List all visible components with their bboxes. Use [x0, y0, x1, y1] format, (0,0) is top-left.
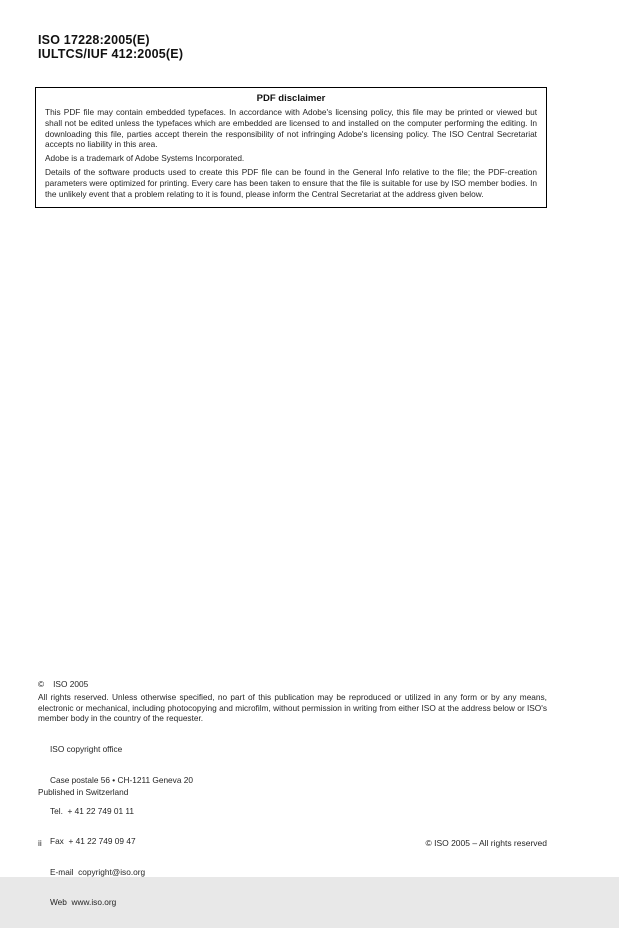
office-line-name: ISO copyright office	[50, 744, 123, 755]
office-line-email: E-mail copyright@iso.org	[50, 866, 146, 877]
published-in-switzerland: Published in Switzerland	[38, 787, 129, 797]
disclaimer-paragraph-1: This PDF file may contain embedded typefaces. In accordance with Adobe's licensing policy, this file may be printed or viewed but shall not be edited unless the typefaces which are embedded are licensed to and installed on the computer performing the editing. In downloading this file, parties accept therein the responsibility of not infringing Adobe's licensing policy. The ISO Central Secretariat accepts no liability in this area.	[45, 107, 537, 150]
office-line-address: Case postale 56 • CH-1211 Geneva 20	[50, 775, 193, 786]
page-number: ii	[38, 838, 42, 848]
office-line-web: Web www.iso.org	[50, 897, 117, 908]
rights-reserved-notice: All rights reserved. Unless otherwise specified, no part of this publication may be reproduced or utilized in any form or by any means, electronic or mechanical, including photocopying and microfilm, without permission in writing from either ISO at the address below or ISO's member body in the country of the requester.	[38, 692, 547, 724]
copyright-year: ISO 2005	[53, 679, 89, 689]
copyright-symbol: ©	[38, 679, 45, 689]
office-line-tel: Tel. + 41 22 749 01 11	[50, 805, 135, 816]
pdf-disclaimer-box	[35, 87, 547, 208]
copyright-year-line	[38, 679, 88, 690]
footer-copyright: © ISO 2005 – All rights reserved	[425, 838, 547, 848]
office-line-fax: Fax + 41 22 749 09 47	[50, 836, 136, 847]
page-footer	[38, 838, 547, 848]
iso-copyright-office-block	[50, 724, 193, 928]
disclaimer-paragraph-2: Adobe is a trademark of Adobe Systems Incorporated.	[45, 153, 245, 164]
disclaimer-title: PDF disclaimer	[256, 93, 326, 104]
doc-reference-iso: ISO 17228:2005(E)	[38, 33, 150, 47]
disclaimer-paragraph-3: Details of the software products used to create this PDF file can be found in the General Info relative to the file; the PDF-creation parameters were optimized for printing. Every care has been taken to ensure that the file is suitable for use by ISO member bodies. In the unlikely event that a problem relating to it is found, please inform the Central Secretariat at the address given below.	[45, 166, 537, 199]
doc-reference-iultcs: IULTCS/IUF 412:2005(E)	[38, 46, 184, 61]
document-header	[38, 34, 183, 61]
